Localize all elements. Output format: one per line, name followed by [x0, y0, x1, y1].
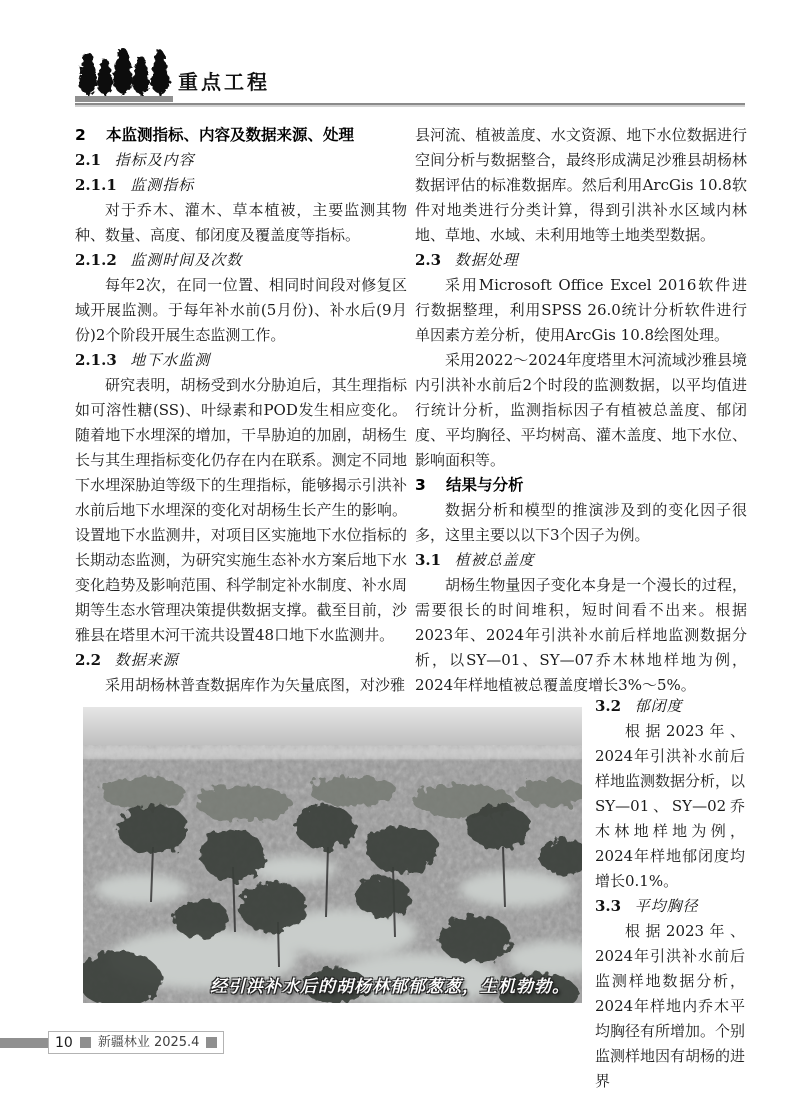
photo-image [83, 707, 582, 1003]
heading-3 [415, 473, 747, 498]
page-number: 10 [55, 1034, 73, 1051]
heading-3-2 [595, 694, 745, 719]
heading-title: 郁闭度 [634, 697, 683, 715]
footer-box [48, 1031, 224, 1054]
footer-square-icon [80, 1037, 91, 1048]
heading-title: 监测指标 [130, 176, 195, 194]
heading-number: 3.3 [595, 897, 622, 915]
flooded-poplar-forest-photo [83, 707, 582, 1003]
right-column [415, 123, 747, 698]
heading-2-1 [75, 148, 407, 173]
heading-number: 3.2 [595, 697, 622, 715]
paragraph-data-source-cont: 县河流、植被盖度、水文资源、地下水位数据进行空间分析与数据整合，最终形成满足沙雅县胡杨林数据评估的标准数据库。然后利用ArcGis 10.8软件对地类进行分类计算，得到引洪补水区域内林地、草地、水域、未利用地等土地类型数据。 [415, 126, 747, 244]
paragraph-average-dbh: 根据2023年、2024年引洪补水前后监测样地数据分析，2024年样地内乔木平均胸径有所增加。个别监测样地因有胡杨的进界 [595, 922, 746, 1090]
page-footer [0, 1031, 224, 1054]
heading-3-3 [595, 894, 745, 919]
paragraph-groundwater: 研究表明，胡杨受到水分胁迫后，其生理指标如可溶性糖(SS)、叶绿素和POD发生相应变化。随着地下水埋深的增加，干旱胁迫的加剧，胡杨生长与其生理指标变化仍存在内在联系。测定不同地下水埋深胁迫等级下的生理指标，能够揭示引洪补水前后地下水埋深的变化对胡杨生长产生的影响。设置地下水监测井，对项目区实施地下水位指标的长期动态监测，为研究实施生态补水方案后地下水变化趋势及影响范围、科学制定补水制度、补水周期等生态水管理决策提供数据支撑。截至目前，沙雅县在塔里木河干流共设置48口地下水监测井。 [75, 376, 407, 644]
footer-left-bar [0, 1038, 48, 1048]
paragraph-data-source-start: 采用胡杨林普查数据库作为矢量底图，对沙雅 [105, 676, 406, 694]
heading-title: 结果与分析 [445, 476, 524, 494]
footer-square-icon [206, 1037, 217, 1048]
heading-title: 平均胸径 [634, 897, 699, 915]
paragraph-data-processing-1: 采用Microsoft Office Excel 2016软件进行数据整理，利用SPSS 26.0统计分析软件进行单因素方差分析，使用ArcGis 10.8绘图处理。 [415, 276, 747, 344]
logo-baseline-bar [75, 96, 173, 102]
heading-number: 2.2 [75, 651, 102, 669]
heading-2-2 [75, 648, 407, 673]
paragraph-monitor-indicators: 对于乔木、灌木、草本植被，主要监测其物种、数量、高度、郁闭度及覆盖度等指标。 [75, 201, 407, 244]
paragraph-vegetation-cover: 胡杨生物量因子变化本身是一个漫长的过程，需要很长的时间堆积，短时间看不出来。根据2023年、2024年引洪补水前后样地监测数据分析，以SY—01、SY—07乔木林地样地为例，2024年样地植被总覆盖度增长3%～5%。 [415, 576, 747, 694]
heading-title: 数据来源 [114, 651, 179, 669]
heading-title: 数据处理 [454, 251, 519, 269]
poplar-trees-logo-icon [78, 44, 174, 104]
heading-title: 监测时间及次数 [130, 251, 243, 269]
heading-title: 本监测指标、内容及数据来源、处理 [105, 126, 354, 144]
column-section-label: 重点工程 [178, 70, 270, 94]
heading-number: 2.3 [415, 251, 442, 269]
heading-title: 指标及内容 [114, 151, 195, 169]
heading-number: 3 [415, 476, 426, 494]
heading-2 [75, 123, 407, 148]
paragraph-results-intro: 数据分析和模型的推演涉及到的变化因子很多，这里主要以以下3个因子为例。 [415, 501, 747, 544]
heading-number: 2.1.2 [75, 251, 117, 269]
heading-number: 2.1 [75, 151, 102, 169]
heading-2-3 [415, 248, 747, 273]
heading-number: 2.1.3 [75, 351, 117, 369]
right-column-narrow [595, 694, 745, 1094]
heading-number: 3.1 [415, 551, 442, 569]
heading-number: 2 [75, 126, 86, 144]
heading-title: 地下水监测 [130, 351, 211, 369]
heading-title: 植被总盖度 [454, 551, 535, 569]
journal-title: 新疆林业 2025.4 [97, 1035, 200, 1050]
heading-2-1-2 [75, 248, 407, 273]
photo-caption: 经引洪补水后的胡杨林郁郁葱葱，生机勃勃。 [210, 977, 570, 997]
paragraph-data-processing-2: 采用2022～2024年度塔里木河流域沙雅县境内引洪补水前后2个时段的监测数据，以平均值进行统计分析，监测指标因子有植被总盖度、郁闭度、平均胸径、平均树高、灌木盖度、地下水位、影响面积等。 [415, 351, 747, 469]
heading-2-1-3 [75, 348, 407, 373]
heading-2-1-1 [75, 173, 407, 198]
heading-number: 2.1.1 [75, 176, 117, 194]
heading-3-1 [415, 548, 747, 573]
header-divider [75, 103, 745, 105]
left-column [75, 123, 407, 698]
paragraph-monitor-time: 每年2次，在同一位置、相同时间段对修复区域开展监测。于每年补水前(5月份)、补水后(9月份)2个阶段开展生态监测工作。 [75, 276, 407, 344]
paragraph-canopy-density: 根据2023年、2024年引洪补水前后样地监测数据分析，以SY—01、SY—02乔木林地样地为例，2024年样地郁闭度均增长0.1%。 [595, 722, 746, 890]
